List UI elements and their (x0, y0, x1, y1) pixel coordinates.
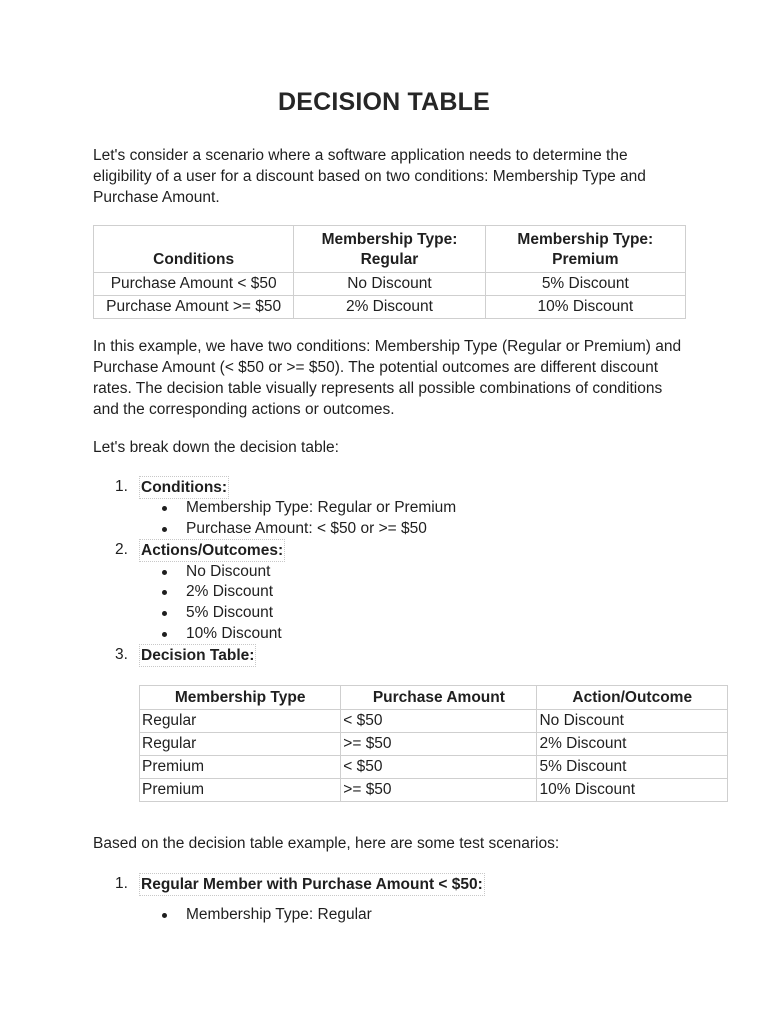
bullet-text: 2% Discount (186, 583, 274, 600)
table-cell: 5% Discount (537, 756, 728, 779)
table-header-cell (294, 226, 485, 273)
table-header-cell (485, 226, 685, 273)
bullet-icon (162, 590, 167, 595)
table-cell: >= $50 (341, 779, 537, 802)
bullet-text: No Discount (186, 563, 271, 580)
bullet-text: 5% Discount (186, 604, 274, 621)
table-cell: < $50 (341, 756, 537, 779)
bullet-text: Membership Type: Regular (186, 906, 372, 923)
table-row (94, 296, 686, 319)
bullet-icon (162, 527, 167, 532)
table-cell: No Discount (537, 710, 728, 733)
table-cell: Premium (140, 779, 341, 802)
table-cell: 2% Discount (537, 733, 728, 756)
bullet-text: 10% Discount (186, 625, 282, 642)
list-label: Conditions: (139, 476, 229, 499)
table-cell: Regular (140, 733, 341, 756)
page-title: DECISION TABLE (277, 88, 491, 116)
table-row (94, 273, 686, 296)
list-number: 1. (115, 875, 128, 892)
table-cell: Premium (140, 756, 341, 779)
decision-table (139, 685, 728, 802)
table-row (140, 710, 728, 733)
list-label: Regular Member with Purchase Amount < $50: (139, 873, 485, 896)
list-label: Decision Table: (139, 644, 256, 667)
bullet-icon (162, 570, 167, 575)
table-cell: Regular (140, 710, 341, 733)
table-cell: 10% Discount (537, 779, 728, 802)
table-header-cell: Purchase Amount (341, 686, 537, 710)
intro-paragraph: Let's consider a scenario where a software application needs to determine the eligibility of a user for a discount based on two conditions: Membership Type and Purchase Amount. (93, 147, 646, 206)
table-cell: Purchase Amount >= $50 (94, 296, 294, 319)
breakdown-intro: Let's break down the decision table: (93, 439, 339, 456)
bullet-text: Purchase Amount: < $50 or >= $50 (186, 520, 427, 537)
bullet-icon (162, 611, 167, 616)
table-cell: < $50 (341, 710, 537, 733)
bullet-text: Membership Type: Regular or Premium (186, 499, 457, 516)
bullet-icon (162, 913, 167, 918)
header-line: Premium (552, 251, 619, 268)
list-number: 3. (115, 646, 128, 663)
explanation-paragraph: In this example, we have two conditions: Membership Type (Regular or Premium) and Purchase Amount (< $50 or >= $50). The potential outcomes are different discount rates. The decision table visually represents all possible combinations of conditions and the corresponding actions or outcomes. (93, 338, 682, 418)
table-header-row (140, 686, 728, 710)
table-row (140, 733, 728, 756)
scenarios-intro: Based on the decision table example, here are some test scenarios: (93, 835, 560, 852)
table-cell: 5% Discount (485, 273, 685, 296)
list-number: 1. (115, 478, 128, 495)
list-number: 2. (115, 541, 128, 558)
header-line: Regular (360, 251, 419, 268)
list-label: Actions/Outcomes: (139, 539, 285, 562)
bullet-icon (162, 632, 167, 637)
table-cell: >= $50 (341, 733, 537, 756)
bullet-icon (162, 506, 167, 511)
table-cell: No Discount (294, 273, 485, 296)
header-line: Membership Type: (517, 231, 654, 248)
header-line: Membership Type: (321, 231, 458, 248)
conditions-table (93, 225, 686, 319)
table-header-cell: Action/Outcome (537, 686, 728, 710)
table-header-cell: Membership Type (140, 686, 341, 710)
table-cell: 2% Discount (294, 296, 485, 319)
table-row (140, 756, 728, 779)
table-cell: 10% Discount (485, 296, 685, 319)
table-cell: Purchase Amount < $50 (94, 273, 294, 296)
table-row (140, 779, 728, 802)
table-header-row (94, 226, 686, 273)
table-header-cell (94, 226, 294, 273)
header-line: Conditions (153, 251, 235, 268)
